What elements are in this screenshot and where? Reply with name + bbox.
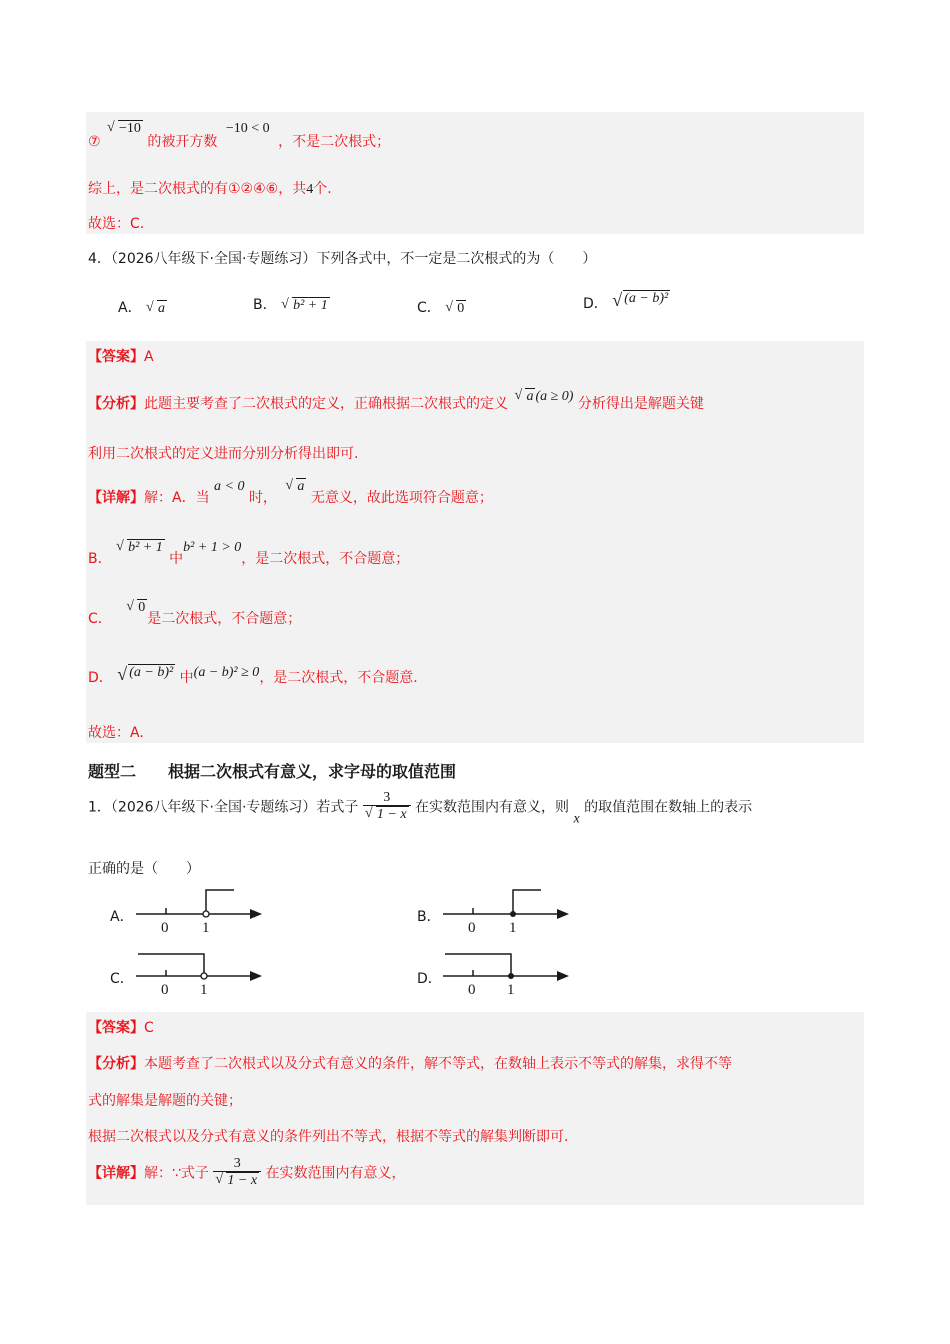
arrow-head [557, 909, 569, 919]
label-1: 1 [202, 920, 210, 936]
arrow-head [250, 909, 262, 919]
ray-up-right [513, 890, 541, 914]
q4-choice: 故选：A. [88, 725, 144, 741]
sqrt-b2-plus-1-detail: √ b² + 1 [116, 539, 163, 555]
expr-neg10-lt-0: −10 < 0 [225, 121, 270, 136]
sqrt-neg10: √ −10 [107, 120, 141, 136]
q1-stem-2: 正确的是（ ） [88, 861, 200, 877]
label-0: 0 [161, 982, 169, 998]
q4-option-a[interactable]: A． √ a [118, 300, 166, 316]
q1-analysis-1: 【分析】本题考查了二次根式以及分式有意义的条件，解不等式，在数轴上表示不等式的解集，求得不等 [88, 1056, 732, 1072]
line-7 [88, 120, 390, 151]
q4-option-d[interactable]: D． √ (a − b)² [583, 290, 669, 312]
q1-detail: 【详解】解：∵式子 3 √ 1 − x 在实数范围内有意义， [88, 1156, 406, 1189]
label-1: 1 [200, 982, 208, 998]
q4-answer: 【答案】A [88, 349, 154, 365]
q4-analysis-2: 利用二次根式的定义进而分别分析得出即可. [88, 446, 359, 462]
arrow-head [250, 971, 262, 981]
ray-up-right [206, 890, 234, 914]
ray-up-left [445, 954, 511, 976]
q4-option-b[interactable]: B． √ b² + 1 [253, 297, 328, 313]
q1-analysis-2: 式的解集是解题的关键； [88, 1093, 242, 1109]
sqrt-a-detail: √ a [285, 478, 305, 494]
q4-detail-c: C． √ 0是二次根式，不合题意； [88, 599, 302, 627]
label-0: 0 [468, 920, 476, 936]
open-dot [203, 911, 209, 917]
frac-3-over-sqrt-1-minus-x: 3 √ 1 − x [363, 790, 411, 823]
arrow-head [557, 971, 569, 981]
sqrt-0-detail: √ 0 [126, 599, 146, 615]
q4-detail-d: D． √ (a − b)² 中(a − b)² ≥ 0，是二次根式，不合题意. [88, 664, 418, 686]
sqrt-b2-plus-1: √ b² + 1 [281, 297, 328, 313]
solid-dot [510, 911, 516, 917]
q4-stem: 4．（2026八年级下·全国·专题练习）下列各式中，不一定是二次根式的为（ ） [88, 251, 597, 267]
q4-option-c[interactable]: C． √ 0 [417, 300, 465, 316]
q4-analysis-1: 【分析】此题主要考查了二次根式的定义，正确根据二次根式的定义 √ a (a ≥ 0) 分析得出是解题关键 [88, 388, 704, 412]
sqrt-a-cond: √ a [514, 388, 534, 404]
numberline-c [134, 948, 274, 1004]
frac-3-over-sqrt-1-minus-x-detail: 3 √ 1 − x [213, 1156, 261, 1189]
q1-answer: 【答案】C [88, 1020, 154, 1036]
label-0: 0 [468, 982, 476, 998]
numberline-d [441, 948, 581, 1004]
cond-b2-plus-1-gt-0: b² + 1 > 0 [183, 540, 242, 555]
circle-seven: ⑦ [88, 134, 101, 150]
numberline-a [134, 886, 274, 942]
text-not-radical: ，不是二次根式； [278, 134, 391, 150]
summary-count: 4 [306, 182, 314, 197]
cond-a-minus-b-sq-ge-0: (a − b)² ≥ 0 [193, 665, 260, 680]
numberline-b [441, 886, 581, 942]
q4-detail-a: 【详解】解：A．当 a < 0 时， √ a 无意义，故此选项符合题意； [88, 478, 493, 506]
label-0: 0 [161, 920, 169, 936]
sqrt-a-minus-b-sq: √ (a − b)² [612, 290, 669, 310]
cond-a-lt-0: a < 0 [214, 479, 245, 494]
choice-c: 故选：C. [88, 216, 145, 232]
label-1: 1 [509, 920, 517, 936]
label-1: 1 [507, 982, 515, 998]
sqrt-a: √ a [146, 300, 166, 316]
q1-stem: 1．（2026八年级下·全国·专题练习）若式子 3 √ 1 − x 在实数范围内有意义，则 x 的取值范围在数轴上的表示 [88, 790, 753, 827]
sqrt-0: √ 0 [445, 300, 465, 316]
text-radicand: 的被开方数 [147, 134, 218, 150]
open-dot [201, 973, 207, 979]
solid-dot [508, 973, 514, 979]
summary-line: 综上，是二次根式的有①②④⑥，共4个. [88, 181, 332, 197]
sqrt-a-minus-b-sq-detail: √ (a − b)² [117, 664, 174, 684]
q1-analysis-3: 根据二次根式以及分式有意义的条件列出不等式，根据不等式的解集判断即可. [88, 1129, 569, 1145]
section2-title: 题型二 根据二次根式有意义，求字母的取值范围 [88, 762, 457, 781]
ray-up-left [138, 954, 204, 976]
q4-detail-b: B． √ b² + 1 中b² + 1 > 0，是二次根式，不合题意； [88, 539, 410, 567]
var-x: x [573, 811, 580, 827]
